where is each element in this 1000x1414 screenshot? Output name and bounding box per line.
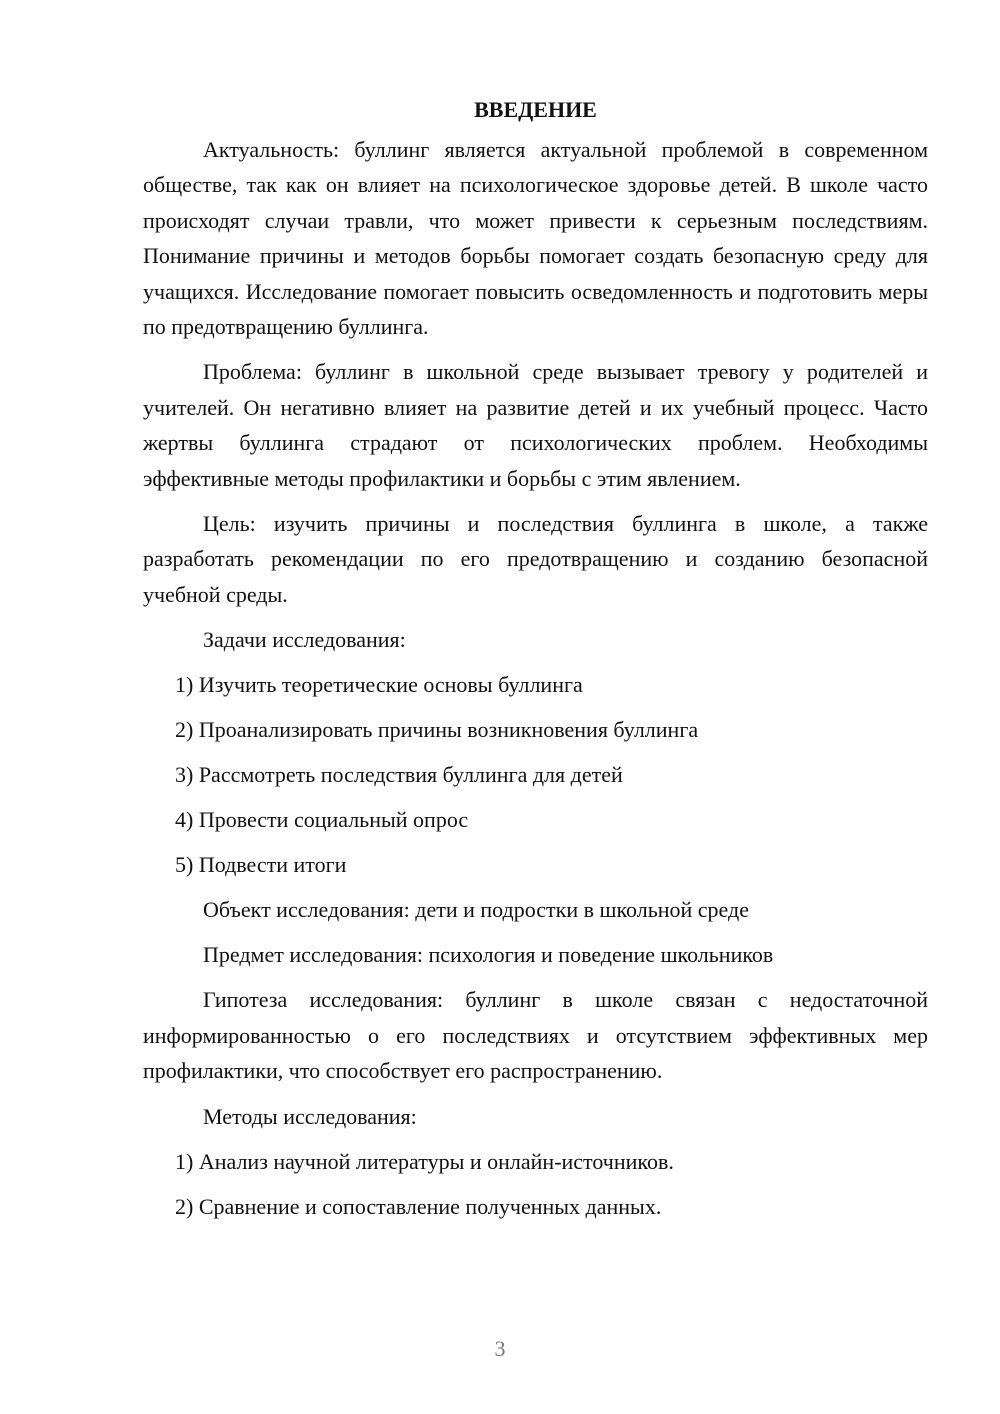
subject-line: Предмет исследования: психология и поведение школьников — [203, 942, 774, 968]
tasks-list — [143, 667, 928, 882]
goal-paragraph: Цель: изучить причины и последствия буллинга в школе, а также разработать рекомендации по его предотвращению и созданию безопасной учебной среды. — [143, 511, 928, 607]
object-line: Объект исследования: дети и подростки в школьной среде — [203, 897, 749, 923]
task-item: 3) Рассмотреть последствия буллинга для детей — [175, 762, 623, 788]
relevance-paragraph: Актуальность: буллинг является актуальной проблемой в современном обществе, так как он влияет на психологическое здоровье детей. В школе часто происходят случаи травли, что может привести к серьезным последствиям. Понимание причины и методов борьбы помогает создать безопасную среду для учащихся. Исследование помогает повысить осведомленность и подготовить меры по предотвращению буллинга. — [143, 137, 928, 340]
task-item: 2) Проанализировать причины возникновения буллинга — [175, 717, 699, 743]
task-item: 5) Подвести итоги — [175, 852, 347, 878]
page-title: ВВЕДЕНИЕ — [474, 97, 597, 122]
method-item: 2) Сравнение и сопоставление полученных данных. — [175, 1193, 662, 1219]
document-page — [143, 95, 928, 1224]
tasks-heading: Задачи исследования: — [203, 627, 406, 653]
method-item: 1) Анализ научной литературы и онлайн-источников. — [175, 1148, 674, 1174]
task-item: 4) Провести социальный опрос — [175, 807, 469, 833]
methods-list — [143, 1144, 928, 1224]
methods-heading: Методы исследования: — [203, 1103, 417, 1129]
hypothesis-paragraph: Гипотеза исследования: буллинг в школе связан с недостаточной информированностью о его последствиях и отсутствием эффективных мер профилактики, что способствует его распространению. — [143, 987, 928, 1084]
page-number: 3 — [494, 1336, 506, 1361]
problem-paragraph: Проблема: буллинг в школьной среде вызывает тревогу у родителей и учителей. Он негативно влияет на развитие детей и их учебный процесс. Часто жертвы буллинга страдают от психологических проблем. Необходимы эффективные методы профилактики и борьбы с этим явлением. — [143, 359, 928, 491]
task-item: 1) Изучить теоретические основы буллинга — [175, 672, 583, 698]
